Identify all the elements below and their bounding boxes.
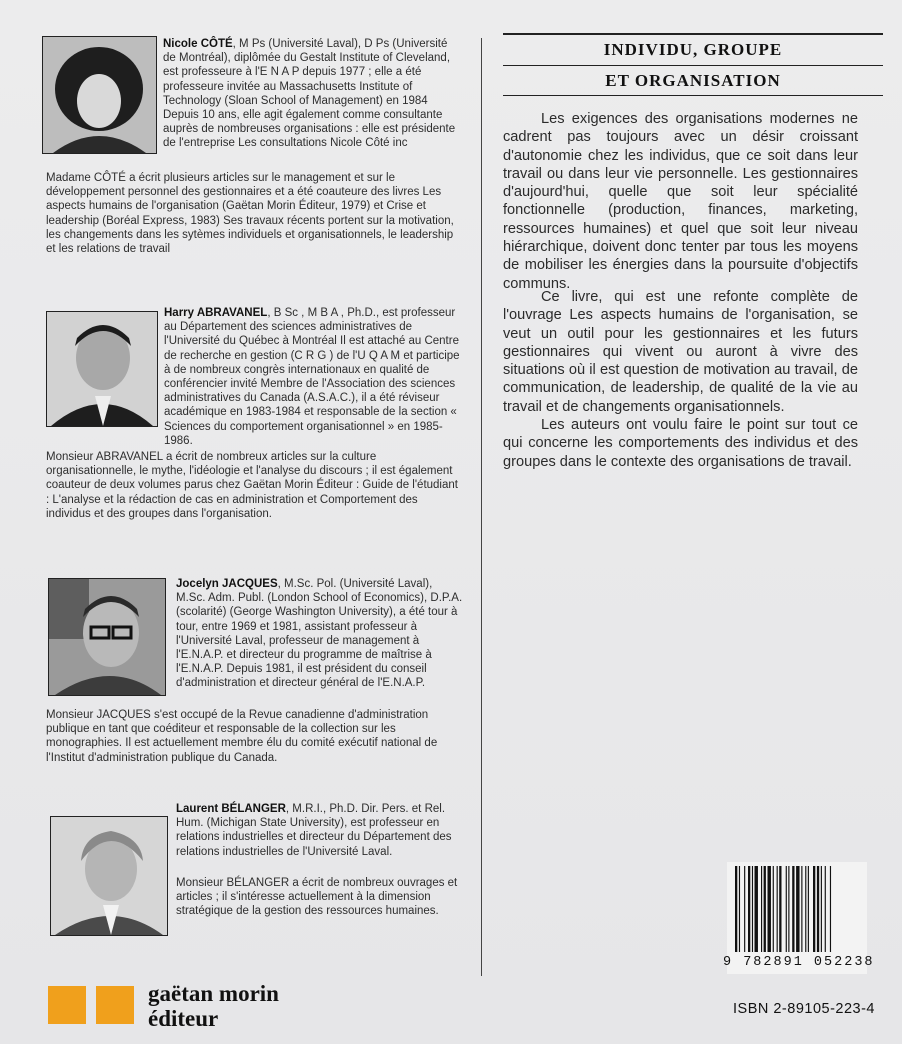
author-bio-more-belanger xyxy=(176,876,464,919)
column-divider xyxy=(481,38,482,976)
author-bio-abravanel xyxy=(164,306,464,448)
description-text: Les auteurs ont voulu faire le point sur tout ce qui concerne les comportements des individus et des groupes dans le contexte des organisations de travail. xyxy=(503,417,858,470)
author-bio-jacques xyxy=(176,577,464,691)
portrait-icon xyxy=(49,579,165,695)
author-bio-lead: , M Ps (Université Laval), D Ps (Université de Montréal), diplômée du Gestalt Institute of Cleveland, est professeure à l'E N A P depuis 1977 ; elle a été professeure invitée au Massachusetts Institute of Technology (Sloan School of Management) en 1984 Depuis 10 ans, elle agit également comme consultante auprès de nombreuses organisations : elle est présidente de l'entreprise Les consultations Nicole Côté inc xyxy=(163,38,456,150)
barcode xyxy=(723,862,875,974)
author-bio-more: Monsieur ABRAVANEL a écrit de nombreux articles sur la culture organisationnelle, le mythe, l'idéologie et l'analyse du discours ; il est également coauteur de deux volumes parus chez Gaëtan Morin Éditeur : Guide de l'étudiant : L'analyse et la rédaction de cas en administration et Comportement des individus et des groupes dans l'organisation. xyxy=(46,451,458,520)
logo-square-icon xyxy=(48,986,86,1024)
barcode-digits: 9 782891 052238 xyxy=(723,955,875,970)
author-photo-abravanel xyxy=(46,311,158,427)
portrait-icon xyxy=(43,37,156,153)
book-title xyxy=(503,33,883,96)
publisher-line-1: gaëtan morin xyxy=(148,981,279,1006)
author-bio-more: Monsieur BÉLANGER a écrit de nombreux ouvrages et articles ; il s'intéresse actuellement à la dimension stratégique de la gestion des ressources humaines. xyxy=(176,877,458,918)
author-bio-lead: , B Sc , M B A , Ph.D., est professeur au Département des sciences administratives de l'Université du Québec à Montréal Il est attaché au Centre de recherche en gestion (C R G ) de l'U Q A M et participe à de nombreux congrès internationaux en qualité de conférencier invité Membre de l'Association des sciences administratives du Canada (A.S.A.C.), il a été réviseur académique en 1983-1984 et responsable de la section « Sciences du comportement organisationnel » en 1985-1986. xyxy=(164,307,460,447)
author-bio-cote xyxy=(163,37,463,151)
title-line-2: ET ORGANISATION xyxy=(605,71,781,90)
author-photo-belanger xyxy=(50,816,168,936)
title-rule xyxy=(503,65,883,66)
description-text: Ce livre, qui est une refonte complète de l'ouvrage Les aspects humains de l'organisation, se veut un outil pour les gestionnaires et les futurs gestionnaires qui vivent ou auront à vivre des situations où il est question de motivation au travail, de communication, de leadership, de qualité de la vie au travail et de changements organisationnels. xyxy=(503,289,858,415)
portrait-icon xyxy=(47,312,157,426)
description-paragraph-3 xyxy=(503,416,858,471)
isbn-number: ISBN 2-89105-223-4 xyxy=(733,1001,875,1017)
author-name: Laurent BÉLANGER xyxy=(176,803,286,815)
author-name: Harry ABRAVANEL xyxy=(164,307,268,319)
portrait-icon xyxy=(51,817,167,935)
title-line-1: INDIVIDU, GROUPE xyxy=(603,40,783,59)
author-bio-more-jacques xyxy=(46,708,464,765)
publisher-line-2: éditeur xyxy=(148,1006,219,1031)
author-bio-belanger xyxy=(176,802,464,859)
author-bio-more-cote xyxy=(46,171,464,256)
logo-square-icon xyxy=(96,986,134,1024)
author-bio-more: Madame CÔTÉ a écrit plusieurs articles sur le management et sur le développement personnel des gestionnaires et a été coauteure des livres Les aspects humains de l'organisation (Gaëtan Morin Éditeur, 1979) et Crise et leadership (Boréal Express, 1983) Ses travaux récents portent sur la motivation, les changements dans les sytèmes individuels et organisationnels, le leadership et les relations de travail xyxy=(46,172,454,256)
description-paragraph-2 xyxy=(503,288,858,416)
author-name: Nicole CÔTÉ xyxy=(163,38,233,50)
publisher-name xyxy=(148,981,279,1031)
barcode-icon xyxy=(735,866,859,952)
description-paragraph-1 xyxy=(503,110,858,293)
author-bio-lead: , M.R.I., Ph.D. Dir. Pers. et Rel. Hum. (Michigan State University), est professeur en relations industrielles et directeur du Département des relations industrielles de l'Université Laval. xyxy=(176,803,452,858)
description-text: Les exigences des organisations modernes ne cadrent pas toujours avec un désir croissant d'autonomie chez les individus, que ce soit dans leur travail ou dans leur vie personnelle. Les gestionnaires d'aujourd'hui, quelle que soit leur spécialité fonctionnelle (production, finances, marketing, ressources humaines) et quel que soit leur niveau hiérarchique, doivent donc tenter par tous les moyens de mobiliser les énergies dans la poursuite d'objectifs communs. xyxy=(503,111,858,292)
author-bio-more: Monsieur JACQUES s'est occupé de la Revue canadienne d'administration publique en tant que coéditeur et responsable de la collection sur les monographies. Il est actuellement membre élu du comité exécutif national de l'Institut d'administration publique du Canada. xyxy=(46,709,438,764)
author-photo-cote xyxy=(42,36,157,154)
author-name: Jocelyn JACQUES xyxy=(176,578,278,590)
author-photo-jacques xyxy=(48,578,166,696)
author-bio-more-abravanel xyxy=(46,450,464,521)
author-bio-lead: , M.Sc. Pol. (Université Laval), M.Sc. Adm. Publ. (London School of Economics), D.P.A. (scolarité) (George Washington University), a été tour à tour, entre 1969 et 1981, assistant professeur à l'Université Laval, professeur de management à l'E.N.A.P. et directeur du programme de maîtrise à l'E.N.A.P. Depuis 1981, il est président du conseil d'administration et directeur général de l'E.N.A.P. xyxy=(176,578,463,690)
